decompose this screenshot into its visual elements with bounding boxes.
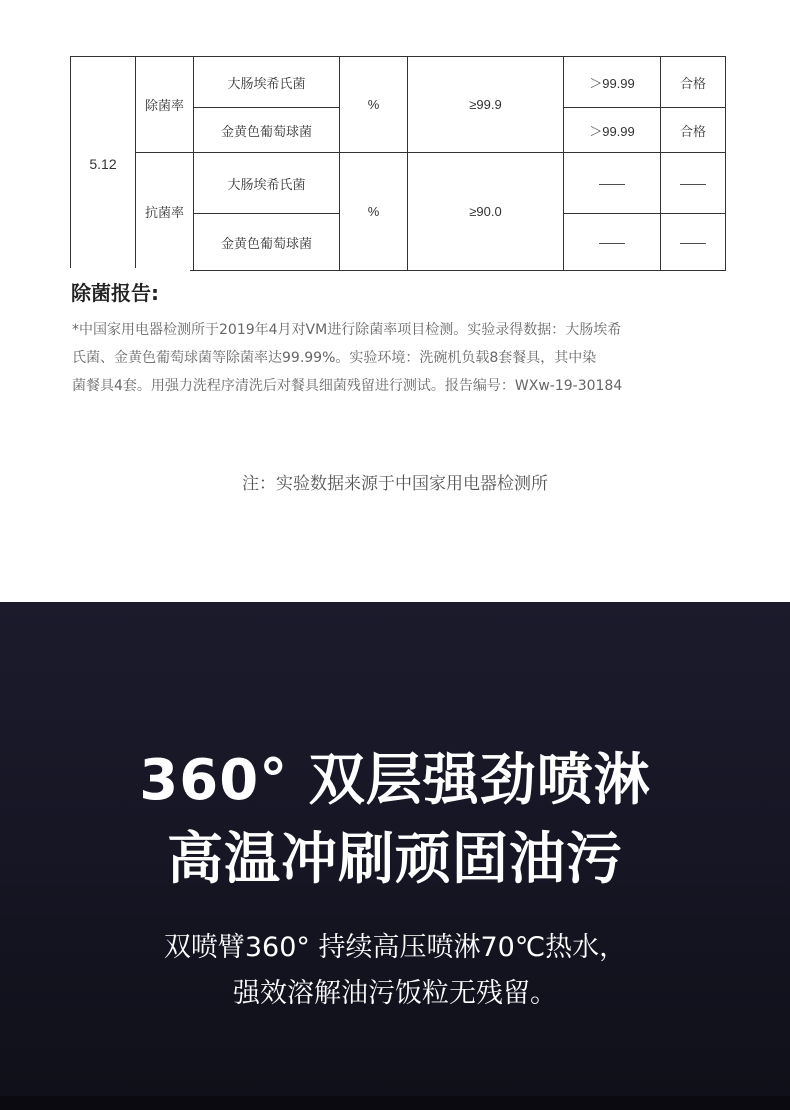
report-line: 氏菌、金黄色葡萄球菌等除菌率达99.99%。实验环境：洗碗机负载8套餐具，其中染 bbox=[72, 350, 597, 366]
unit-cell: % bbox=[340, 57, 408, 153]
table-row bbox=[71, 153, 726, 214]
report-title: 除菌报告: bbox=[71, 281, 159, 305]
result-cell: —— bbox=[564, 214, 661, 271]
report-line: 菌餐具4套。用强力洗程序清洗后对餐具细菌残留进行测试。报告编号：WXw-19-30184 bbox=[72, 378, 623, 394]
bacteria-cell: 金黄色葡萄球菌 bbox=[194, 108, 340, 153]
unit-cell: % bbox=[340, 153, 408, 271]
table-row bbox=[71, 57, 726, 108]
bacteria-cell: 大肠埃希氏菌 bbox=[194, 57, 340, 108]
metric-cell: 除菌率 bbox=[136, 57, 194, 153]
report-line: *中国家用电器检测所于2019年4月对VM进行除菌率项目检测。实验录得数据：大肠埃希 bbox=[72, 322, 622, 338]
bacteria-cell: 大肠埃希氏菌 bbox=[194, 153, 340, 214]
promo-headline-2: 高温冲刷顽固油污 bbox=[167, 827, 623, 892]
metric-cell: 抗菌率 bbox=[136, 153, 194, 271]
promo-headline-1: 360° 双层强劲喷淋 bbox=[139, 748, 651, 813]
bottom-edge bbox=[0, 1096, 790, 1110]
promo-subtitle-1: 双喷臂360° 持续高压喷淋70℃热水， bbox=[163, 932, 627, 963]
standard-cell: ≥90.0 bbox=[408, 153, 564, 271]
sterilization-results-table bbox=[70, 56, 726, 271]
report-description bbox=[72, 316, 722, 400]
standard-cell: ≥99.9 bbox=[408, 57, 564, 153]
verdict-cell: —— bbox=[661, 214, 726, 271]
result-cell: ＞99.99 bbox=[564, 57, 661, 108]
verdict-cell: —— bbox=[661, 153, 726, 214]
verdict-cell: 合格 bbox=[661, 57, 726, 108]
group-number-cell: 5.12 bbox=[71, 57, 136, 271]
source-note: 注：实验数据来源于中国家用电器检测所 bbox=[242, 474, 548, 494]
result-cell: —— bbox=[564, 153, 661, 214]
promo-subtitle-2: 强效溶解油污饭粒无残留。 bbox=[233, 978, 557, 1009]
verdict-cell: 合格 bbox=[661, 108, 726, 153]
result-cell: ＞99.99 bbox=[564, 108, 661, 153]
bacteria-cell: 金黄色葡萄球菌 bbox=[194, 214, 340, 271]
